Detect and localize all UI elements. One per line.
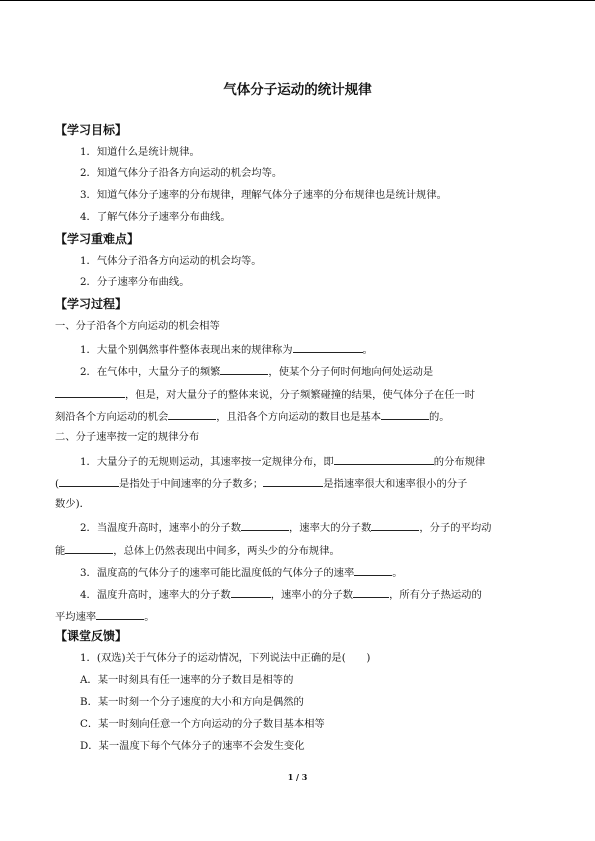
section-heading-process: 【学习过程】 [55, 297, 128, 311]
distribution-item-1-line2: ( 是指处于中间速率的分子数多； 是指速率很大和速率很小的分子 [55, 475, 467, 491]
answer-blank[interactable] [354, 564, 392, 576]
answer-blank[interactable] [263, 475, 323, 487]
feedback-option-c: C．某一时刻向任意一个方向运动的分子数目基本相等 [80, 718, 325, 730]
distribution-item-2-line2: 能 ，总体上仍然表现出中间多，两头少的分布规律。 [55, 542, 340, 558]
subheading-part2: 二、分子速率按一定的规律分布 [55, 431, 200, 443]
document-title: 气体分子运动的统计规律 [223, 82, 372, 98]
distribution-item-4-line2: 平均速率 。 [55, 608, 154, 624]
answer-blank[interactable] [220, 363, 268, 375]
feedback-option-a: A．某一时刻具有任一速率的分子数目是相等的 [80, 674, 294, 686]
keypoint-item: 2．分子速率分布曲线。 [80, 276, 190, 288]
distribution-item-3: 3．温度高的气体分子的速率可能比温度低的气体分子的速率 。 [80, 564, 403, 580]
goal-item: 3．知道气体分子速率的分布规律，理解气体分子速率的分布规律也是统计规律。 [80, 189, 447, 201]
answer-blank[interactable] [59, 475, 119, 487]
goal-item: 2．知道气体分子沿各方向运动的机会均等。 [80, 167, 283, 179]
keypoint-item: 1．气体分子沿各方向运动的机会均等。 [80, 255, 262, 267]
feedback-option-b: B．某一时刻一个分子速度的大小和方向是偶然的 [80, 696, 304, 708]
process-item-2-line1: 2．在气体中，大量分子的频繁 ，使某个分子何时何地向何处运动是 [80, 363, 433, 379]
feedback-option-d: D．某一温度下每个气体分子的速率不会发生变化 [80, 740, 305, 752]
answer-blank[interactable] [371, 519, 419, 531]
distribution-item-4-line1: 4．温度升高时，速率大的分子数 ，速率小的分子数 ，所有分子热运动的 [80, 586, 482, 602]
answer-blank[interactable] [353, 586, 389, 598]
goal-item: 4．了解气体分子速率分布曲线。 [80, 211, 231, 223]
answer-blank[interactable] [334, 453, 434, 465]
answer-blank[interactable] [231, 586, 271, 598]
answer-blank[interactable] [293, 341, 363, 353]
answer-blank[interactable] [381, 408, 429, 420]
process-item-2-line2: ，但是，对大量分子的整体来说，分子频繁碰撞的结果，使气体分子在任一时 [55, 386, 475, 402]
header-rule [0, 0, 595, 1]
process-item-2-line3: 刻沿各个方向运动的机会 ，且沿各个方向运动的数目也是基本 的。 [55, 408, 450, 424]
distribution-item-1-line1: 1．大量分子的无规则运动，其速率按一定规律分布，即 的分布规律 [80, 453, 485, 469]
answer-blank[interactable] [65, 542, 113, 554]
distribution-item-1-line3: 数少)． [55, 498, 90, 510]
subheading-part1: 一、分子沿各个方向运动的机会相等 [55, 320, 220, 332]
section-heading-feedback: 【课堂反馈】 [55, 629, 128, 643]
answer-blank[interactable] [55, 386, 125, 398]
distribution-item-2-line1: 2．当温度升高时，速率小的分子数 ，速率大的分子数 ，分子的平均动 [80, 519, 491, 535]
feedback-question: 1．(双选)关于气体分子的运动情况，下列说法中正确的是( ) [80, 652, 371, 664]
process-item-1: 1．大量个别偶然事件整体表现出来的规律称为 。 [80, 341, 373, 357]
answer-blank[interactable] [96, 608, 144, 620]
answer-blank[interactable] [168, 408, 216, 420]
goal-item: 1．知道什么是统计规律。 [80, 146, 200, 158]
page-number: 1 / 3 [287, 772, 308, 782]
answer-blank[interactable] [241, 519, 289, 531]
section-heading-keypoints: 【学习重难点】 [55, 232, 140, 246]
section-heading-goals: 【学习目标】 [55, 123, 128, 137]
